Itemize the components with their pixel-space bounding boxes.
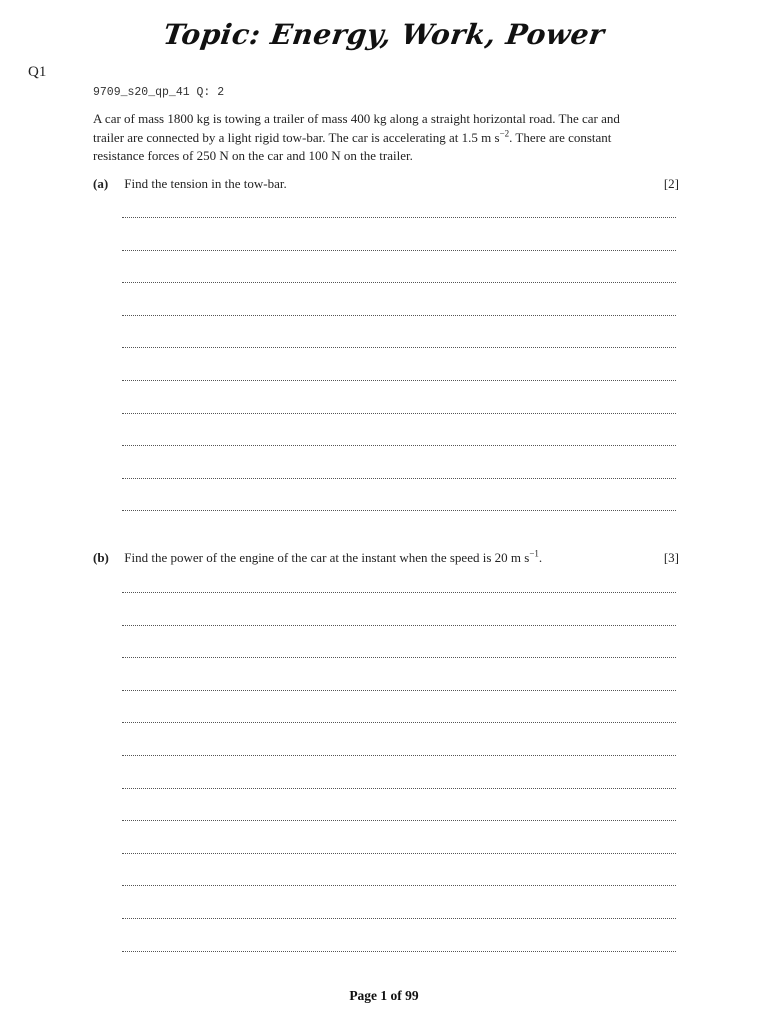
question-stem [93, 110, 683, 166]
part-b-exponent: −1 [529, 548, 539, 559]
part-b-answer-line[interactable] [122, 951, 676, 952]
question-number: Q1 [28, 64, 47, 80]
part-a-answer-line[interactable] [122, 380, 676, 381]
part-b-answer-line[interactable] [122, 918, 676, 919]
part-b-answer-line[interactable] [122, 657, 676, 658]
part-a-marks: [2] [663, 176, 679, 191]
part-b-marks: [3] [663, 550, 679, 565]
part-b-answer-line[interactable] [122, 788, 676, 789]
part-a-answer-line[interactable] [122, 478, 676, 479]
part-a-answer-line[interactable] [122, 315, 676, 316]
part-b-answer-line[interactable] [122, 722, 676, 723]
stem-line-1: A car of mass 1800 kg is towing a trailer of mass 400 kg along a straight horizontal road. The car and [93, 111, 620, 126]
part-b-label: (b) [93, 550, 109, 565]
page-footer: Page 1 of 99 [349, 988, 419, 1003]
part-a-answer-line[interactable] [122, 347, 676, 348]
part-a-label: (a) [93, 176, 109, 191]
part-b-answer-line[interactable] [122, 853, 676, 854]
stem-line-2: trailer are connected by a light rigid tow-bar. The car is accelerating at 1.5 m $s^{-2}$. There are constant [93, 128, 612, 145]
part-b-answer-line[interactable] [122, 885, 676, 886]
part-b-answer-line[interactable] [122, 690, 676, 691]
part-a-answer-line[interactable] [122, 217, 676, 218]
part-b-text: Find the power of the engine of the car at the instant when the speed is 20 m $s^{-1}$. [124, 548, 543, 565]
part-a-answer-line[interactable] [122, 413, 676, 414]
part-a-answer-line[interactable] [122, 510, 676, 511]
part-b-answer-line[interactable] [122, 820, 676, 821]
part-b-answer-line[interactable] [122, 755, 676, 756]
stem-exponent: −2 [499, 128, 510, 139]
part-a-answer-line[interactable] [122, 250, 676, 251]
part-a-answer-line[interactable] [122, 445, 676, 446]
part-a-text: Find the tension in the tow-bar. [124, 176, 287, 191]
page-title: Topic: Energy, Work, Power [161, 18, 607, 51]
part-a-heading [93, 176, 679, 192]
part-a-answer-line[interactable] [122, 282, 676, 283]
part-b-heading [93, 550, 679, 566]
stem-line-3: resistance forces of 250 N on the car and 100 N on the trailer. [93, 148, 413, 163]
paper-reference: 9709_s20_qp_41 Q: 2 [93, 86, 225, 99]
part-b-answer-line[interactable] [122, 625, 676, 626]
part-b-answer-line[interactable] [122, 592, 676, 593]
